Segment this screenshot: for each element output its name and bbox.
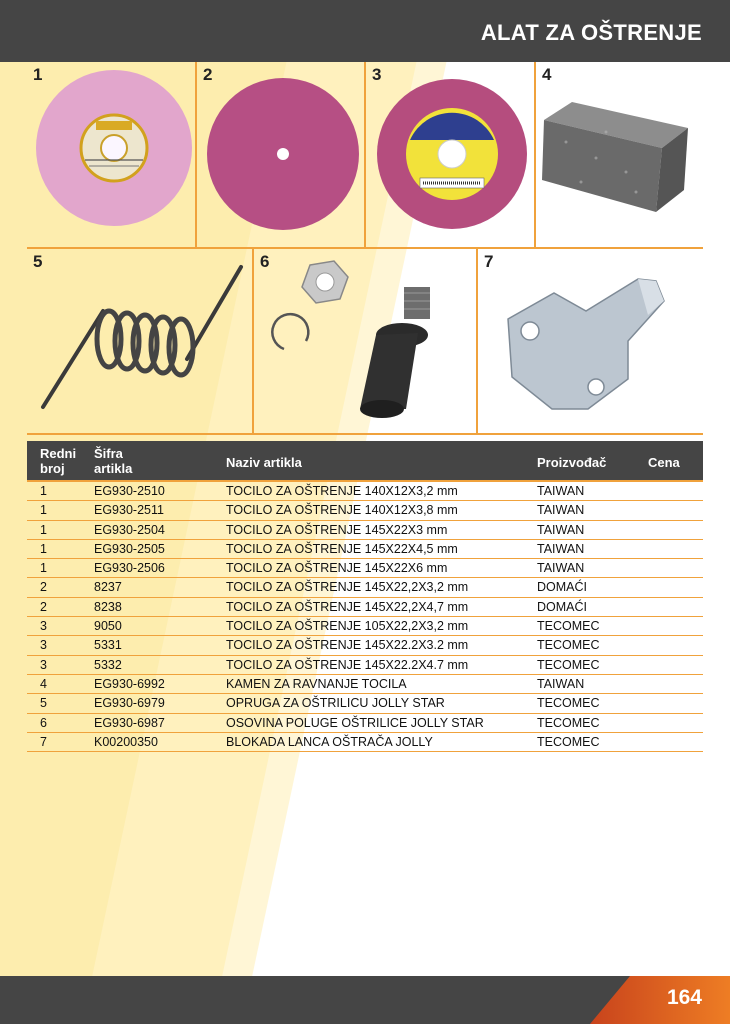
cell-naziv: TOCILO ZA OŠTRENJE 145X22,2X3,2 mm	[226, 580, 469, 595]
dressing-stone-image	[536, 62, 703, 247]
chain-lock-image	[478, 249, 703, 433]
header-redni: Redni broj	[40, 446, 77, 476]
cell-naziv: TOCILO ZA OŠTRENJE 145X22.2X4.7 mm	[226, 657, 469, 672]
cell-sifra: EG930-2504	[94, 522, 165, 537]
table-header	[27, 441, 703, 482]
product-number: 3	[372, 65, 382, 84]
product-5-cell	[27, 249, 254, 435]
cell-redni: 3	[40, 657, 47, 672]
grinding-wheel-image	[366, 62, 534, 247]
cell-sifra: 8238	[94, 599, 122, 614]
table-row	[27, 540, 703, 559]
header-proizvodjac: Proizvođač	[537, 455, 607, 470]
cell-proizvodjac: TECOMEC	[537, 619, 600, 634]
cell-sifra: EG930-2506	[94, 561, 165, 576]
product-number: 2	[203, 65, 213, 84]
cell-sifra: EG930-6987	[94, 715, 165, 730]
table-row	[27, 733, 703, 752]
product-7-cell	[478, 249, 703, 435]
cell-sifra: 5332	[94, 657, 122, 672]
product-number: 4	[542, 65, 552, 84]
cell-redni: 2	[40, 599, 47, 614]
cell-redni: 1	[40, 541, 47, 556]
cell-redni: 2	[40, 580, 47, 595]
grinding-wheel-image	[27, 62, 195, 247]
shaft-image	[254, 249, 476, 433]
table-row	[27, 656, 703, 675]
cell-naziv: KAMEN ZA RAVNANJE TOCILA	[226, 676, 407, 691]
product-1-cell	[27, 62, 197, 249]
cell-proizvodjac: TECOMEC	[537, 696, 600, 711]
product-6-cell	[254, 249, 478, 435]
product-3-cell	[366, 62, 536, 249]
table-row	[27, 482, 703, 501]
cell-redni: 3	[40, 619, 47, 634]
cell-sifra: EG930-2510	[94, 484, 165, 498]
table-row	[27, 598, 703, 617]
cell-proizvodjac: TECOMEC	[537, 657, 600, 672]
header-sifra: Šifra artikla	[94, 446, 133, 476]
table-row	[27, 617, 703, 636]
price-table	[27, 441, 703, 752]
cell-proizvodjac: TAIWAN	[537, 561, 585, 576]
cell-redni: 5	[40, 696, 47, 711]
cell-proizvodjac: DOMAĆI	[537, 599, 587, 614]
cell-naziv: OSOVINA POLUGE OŠTRILICE JOLLY STAR	[226, 715, 484, 730]
product-2-cell	[197, 62, 366, 249]
product-number: 7	[484, 252, 494, 271]
cell-naziv: TOCILO ZA OŠTRENJE 145X22X4,5 mm	[226, 541, 458, 556]
cell-naziv: TOCILO ZA OŠTRENJE 145X22.2X3.2 mm	[226, 638, 469, 653]
page-number: 164	[666, 986, 702, 1009]
cell-naziv: TOCILO ZA OŠTRENJE 145X22,2X4,7 mm	[226, 599, 469, 614]
cell-redni: 1	[40, 561, 47, 576]
cell-proizvodjac: TAIWAN	[537, 541, 585, 556]
table-row	[27, 694, 703, 713]
cell-proizvodjac: TECOMEC	[537, 638, 600, 653]
cell-proizvodjac: TAIWAN	[537, 484, 585, 498]
cell-proizvodjac: TAIWAN	[537, 503, 585, 518]
cell-proizvodjac: TECOMEC	[537, 734, 600, 749]
cell-naziv: TOCILO ZA OŠTRENJE 140X12X3,8 mm	[226, 503, 458, 518]
header-cena: Cena	[648, 455, 680, 470]
page-header	[0, 0, 730, 62]
cell-naziv: TOCILO ZA OŠTRENJE 145X22X3 mm	[226, 522, 448, 537]
cell-proizvodjac: TAIWAN	[537, 676, 585, 691]
table-row	[27, 501, 703, 520]
cell-sifra: K00200350	[94, 734, 158, 749]
page-footer	[0, 976, 730, 1024]
table-row	[27, 675, 703, 694]
table-row	[27, 578, 703, 597]
cell-redni: 7	[40, 734, 47, 749]
cell-redni: 1	[40, 484, 47, 498]
cell-redni: 1	[40, 522, 47, 537]
table-row	[27, 714, 703, 733]
cell-naziv: OPRUGA ZA OŠTRILICU JOLLY STAR	[226, 696, 445, 711]
cell-sifra: 9050	[94, 619, 122, 634]
cell-sifra: EG930-2511	[94, 503, 164, 518]
cell-naziv: TOCILO ZA OŠTRENJE 105X22,2X3,2 mm	[226, 619, 469, 634]
cell-proizvodjac: TAIWAN	[537, 522, 585, 537]
cell-proizvodjac: DOMAĆI	[537, 580, 587, 595]
product-number: 6	[260, 252, 270, 271]
table-row	[27, 559, 703, 578]
cell-redni: 4	[40, 676, 47, 691]
spring-image	[27, 249, 252, 433]
cell-sifra: EG930-6979	[94, 696, 165, 711]
cell-sifra: 5331	[94, 638, 122, 653]
cell-sifra: EG930-6992	[94, 676, 165, 691]
page-title: ALAT ZA OŠTRENJE	[480, 20, 702, 45]
cell-naziv: TOCILO ZA OŠTRENJE 145X22X6 mm	[226, 561, 448, 576]
cell-redni: 1	[40, 503, 47, 518]
cell-proizvodjac: TECOMEC	[537, 715, 600, 730]
table-row	[27, 636, 703, 655]
cell-redni: 3	[40, 638, 47, 653]
cell-sifra: 8237	[94, 580, 122, 595]
grinding-wheel-image	[197, 62, 364, 247]
cell-naziv: BLOKADA LANCA OŠTRAČA JOLLY	[226, 734, 433, 749]
table-row	[27, 521, 703, 540]
cell-naziv: TOCILO ZA OŠTRENJE 140X12X3,2 mm	[226, 484, 458, 498]
cell-sifra: EG930-2505	[94, 541, 165, 556]
cell-redni: 6	[40, 715, 47, 730]
product-number: 1	[33, 65, 43, 84]
header-naziv: Naziv artikla	[226, 455, 302, 470]
product-number: 5	[33, 252, 43, 271]
product-4-cell	[536, 62, 703, 249]
